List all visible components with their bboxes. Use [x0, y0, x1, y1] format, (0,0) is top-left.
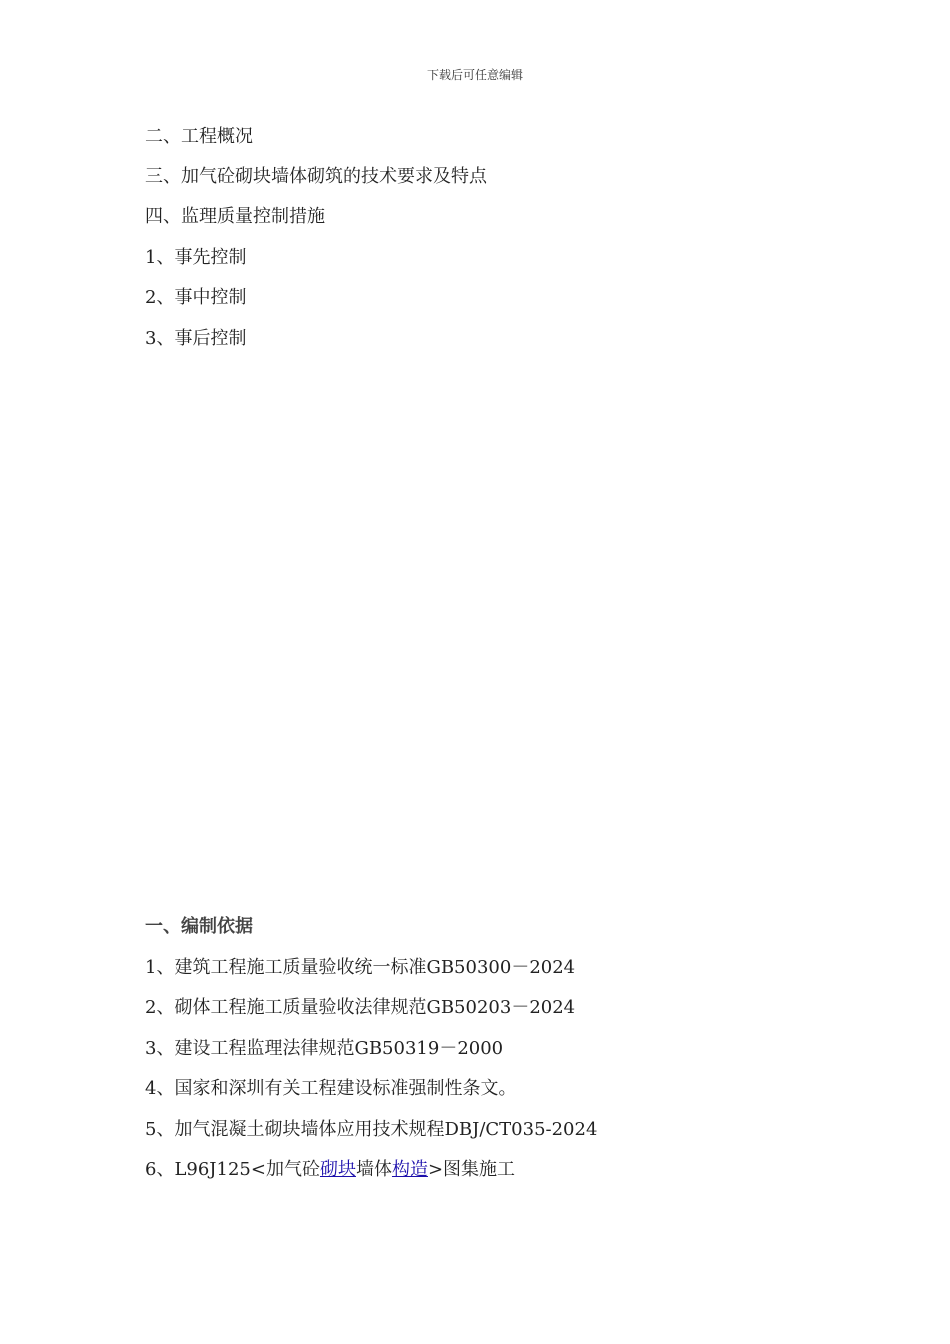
- basis-item-3: 3、建设工程监理法律规范GB50319－2000: [145, 1038, 504, 1059]
- construction-link[interactable]: 构造: [391, 1159, 428, 1180]
- basis-item-5: 5、加气混凝土砌块墙体应用技术规程DBJ/CT035-2024: [145, 1119, 598, 1140]
- basis-item-2: 2、砌体工程施工质量验收法律规范GB50203－2024: [145, 997, 576, 1018]
- section-title-basis: 一、编制依据: [145, 916, 253, 937]
- toc-item-quality-control-measures: 四、监理质量控制措施: [145, 206, 325, 227]
- toc-item-project-overview: 二、工程概况: [145, 126, 253, 147]
- basis-item-6-middle: 墙体: [355, 1159, 392, 1180]
- toc-item-in-process-control: 2、事中控制: [145, 287, 247, 308]
- basis-item-1: 1、建筑工程施工质量验收统一标准GB50300－2024: [145, 957, 576, 978]
- toc-item-post-control: 3、事后控制: [145, 328, 247, 349]
- toc-item-technical-requirements: 三、加气砼砌块墙体砌筑的技术要求及特点: [145, 166, 487, 187]
- toc-item-pre-control: 1、事先控制: [145, 247, 247, 268]
- basis-item-6-suffix: >图集施工: [427, 1159, 516, 1180]
- page-header-note: 下载后可任意编辑: [426, 68, 523, 82]
- basis-item-6: [145, 1158, 515, 1182]
- basis-item-6-prefix: 6、L96J125<加气砼: [145, 1159, 320, 1180]
- block-link[interactable]: 砌块: [319, 1159, 356, 1180]
- basis-item-4: 4、国家和深圳有关工程建设标准强制性条文。: [145, 1078, 517, 1099]
